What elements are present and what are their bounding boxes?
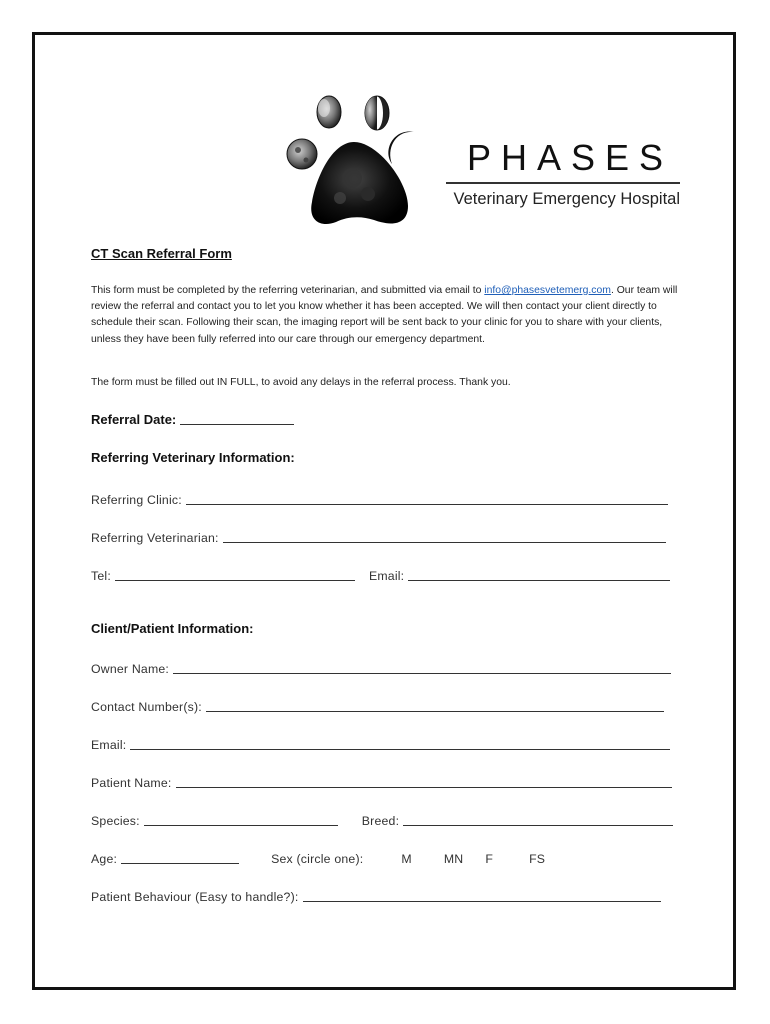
referring-clinic-label: Referring Clinic: — [91, 493, 182, 507]
contact-numbers-label: Contact Number(s): — [91, 700, 202, 714]
tel-email-row — [91, 565, 670, 583]
vet-email-field[interactable] — [408, 568, 670, 581]
patient-name-label: Patient Name: — [91, 776, 172, 790]
sex-label: Sex (circle one): — [271, 852, 364, 866]
client-section-title: Client/Patient Information: — [91, 621, 254, 636]
client-email-label: Email: — [91, 738, 127, 752]
patient-name-field[interactable] — [176, 775, 672, 788]
fill-in-full-note: The form must be filled out IN FULL, to avoid any delays in the referral process. Thank you. — [91, 377, 511, 388]
brand-subtitle: Veterinary Emergency Hospital — [453, 190, 680, 208]
referring-clinic-row — [91, 489, 668, 507]
sex-option-fs[interactable]: FS — [529, 852, 546, 866]
vet-email-label: Email: — [368, 569, 405, 583]
contact-numbers-row — [91, 696, 664, 714]
form-title: CT Scan Referral Form — [91, 246, 232, 261]
email-link[interactable]: info@phasesvetemerg.com — [484, 285, 611, 296]
referral-date-field[interactable] — [180, 412, 294, 425]
client-email-row — [91, 734, 670, 752]
client-email-field[interactable] — [130, 737, 670, 750]
tel-field[interactable] — [115, 568, 355, 581]
species-field[interactable] — [144, 813, 338, 826]
age-sex-row — [91, 848, 545, 866]
intro-paragraph — [91, 283, 683, 348]
owner-name-row — [91, 658, 671, 676]
age-label: Age: — [91, 852, 118, 866]
brand-block — [446, 138, 680, 209]
vet-section-title: Referring Veterinary Information: — [91, 450, 295, 465]
owner-name-field[interactable] — [173, 661, 671, 674]
brand-name: PHASES — [466, 137, 674, 178]
referral-date-row — [91, 412, 294, 427]
contact-numbers-field[interactable] — [206, 699, 664, 712]
referral-date-label: Referral Date: — [91, 412, 177, 427]
breed-label: Breed: — [361, 814, 400, 828]
referring-vet-field[interactable] — [223, 530, 666, 543]
referring-clinic-field[interactable] — [186, 492, 668, 505]
intro-text-end: . Our team will review the referral and contact you to let you know whether it has been accepted. We will then contact your client directly to schedule their scan. Following their scan, the imaging report will be sent back to your clinic for you to share with your clients, unless they have been fully referred into our care through our emergency department. — [91, 285, 678, 345]
sex-option-m[interactable]: M — [401, 852, 412, 866]
behaviour-field[interactable] — [303, 889, 661, 902]
referring-vet-label: Referring Veterinarian: — [91, 531, 219, 545]
behaviour-label: Patient Behaviour (Easy to handle?): — [91, 890, 299, 904]
sex-option-f[interactable]: F — [485, 852, 494, 866]
sex-option-mn[interactable]: MN — [443, 852, 464, 866]
intro-text-start: This form must be completed by the referring veterinarian, and submitted via email to — [91, 285, 485, 296]
owner-name-label: Owner Name: — [91, 662, 170, 676]
paw-moon-logo — [282, 90, 427, 230]
behaviour-row — [91, 886, 661, 904]
patient-name-row — [91, 772, 672, 790]
age-field[interactable] — [121, 851, 239, 864]
species-label: Species: — [91, 814, 140, 828]
brand-divider — [446, 182, 680, 184]
referring-vet-row — [91, 527, 666, 545]
tel-label: Tel: — [91, 569, 111, 583]
species-breed-row — [91, 810, 673, 828]
breed-field[interactable] — [403, 813, 673, 826]
